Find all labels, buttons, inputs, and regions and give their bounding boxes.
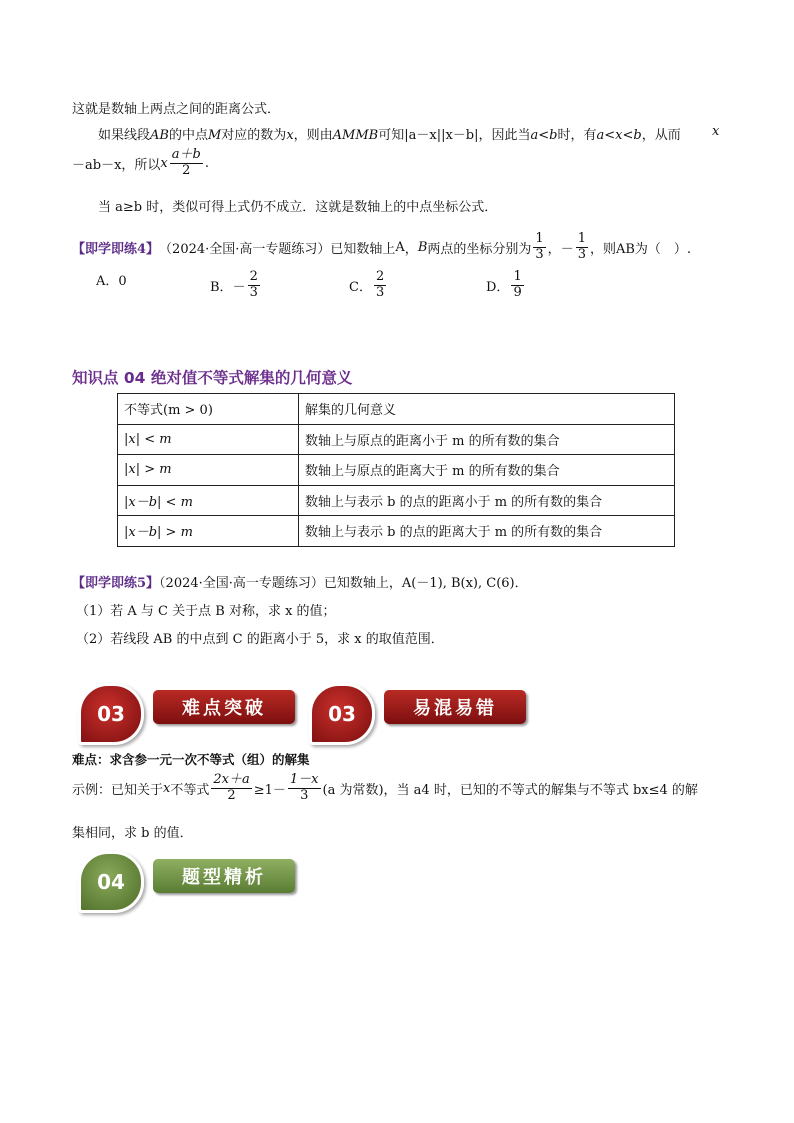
question-types-banner: 题型精析: [153, 859, 295, 893]
section-badge-03-difficulty: 03: [78, 683, 144, 745]
table-cell: 数轴上与原点的距离小于 m 的所有数的集合: [299, 424, 675, 455]
exercise-4-question: 【即学即练4】 （2024·全国·高一专题练习）已知数轴上 A ， B 两点的坐标分别为 $\frac{1}{3}$ ， － $\frac{1}{3}$ ，则AB为（ ）.: [72, 231, 692, 262]
section-badge-04: 04: [78, 851, 144, 913]
fraction-1-minus-x: $\frac{1-x}{3}$: [289, 772, 319, 803]
difficulty-title: 难点：求含参一元一次不等式（组）的解集: [72, 752, 310, 767]
common-mistakes-banner: 易混易错: [384, 690, 526, 724]
section-badge-03-mistakes: 03: [309, 683, 375, 745]
option-c[interactable]: C． $\frac{2}{3}$: [349, 269, 385, 300]
table-header: 解集的几何意义: [299, 394, 675, 425]
exercise-4-tag: 【即学即练4】: [72, 241, 160, 257]
midpoint-fraction: $\frac{a+b}{2}$: [171, 147, 201, 178]
table-header: 不等式(m > 0): [118, 394, 299, 425]
intro-line-4: 当 a≥b 时，类似可得上式仍不成立．这就是数轴上的中点坐标公式．: [98, 200, 498, 215]
intro-line-3: －ab－x，所以 x $\frac{a+b}{2}$ .: [72, 147, 209, 178]
difficulty-example-line-2: 集相同，求 b 的值．: [72, 826, 193, 841]
table-cell: 数轴上与原点的距离大于 m 的所有数的集合: [299, 455, 675, 486]
section-04-heading: 知识点 04 绝对值不等式解集的几何意义: [72, 369, 353, 387]
table-row: [118, 424, 675, 455]
exercise-5-tag: 【即学即练5】: [72, 576, 160, 591]
intro-line-2-end: x: [712, 124, 720, 139]
inequality-table: [117, 393, 675, 547]
option-d[interactable]: D． $\frac{1}{9}$: [486, 269, 522, 300]
table-cell: 数轴上与表示 b 的点的距离大于 m 的所有数的集合: [299, 516, 675, 547]
table-cell: |x| > m: [118, 455, 299, 486]
table-row: [118, 485, 675, 516]
table-cell: 数轴上与表示 b 的点的距离小于 m 的所有数的集合: [299, 485, 675, 516]
exercise-5-question: 【即学即练5】（2024·全国·高一专题练习）已知数轴上，A(－1), B(x), C(6)．: [72, 576, 528, 591]
table-cell: |x| < m: [118, 424, 299, 455]
table-cell: |x－b| < m: [118, 485, 299, 516]
table-header-row: [118, 394, 675, 425]
table-cell: |x－b| > m: [118, 516, 299, 547]
intro-line-1: 这就是数轴上两点之间的距离公式．: [72, 102, 281, 117]
option-b[interactable]: B． － $\frac{2}{3}$: [210, 269, 258, 300]
table-row: [118, 516, 675, 547]
difficulty-example: 示例：已知关于 x 不等式 $\frac{2x+a}{2}$ ≥1－ $\frac{1-x}{3}$ (a 为常数)，当 a4 时，已知的不等式的解集与不等式 bx≤4 的解: [72, 772, 698, 803]
difficulty-breakthrough-banner: 难点突破: [153, 690, 295, 724]
fraction-2x-plus-a: $\frac{2x+a}{2}$: [213, 772, 250, 803]
intro-line-2: 如果线段AB的中点M对应的数为x，则由AMMB可知|a－x||x－b|，因此当a<b时，有a<x<b，从而: [98, 128, 681, 143]
table-row: [118, 455, 675, 486]
exercise-5-q1: （1）若 A 与 C 关于点 B 对称，求 x 的值；: [76, 604, 336, 619]
exercise-5-q2: （2）若线段 AB 的中点到 C 的距离小于 5，求 x 的取值范围．: [76, 632, 444, 647]
option-a[interactable]: A．0: [96, 274, 127, 289]
